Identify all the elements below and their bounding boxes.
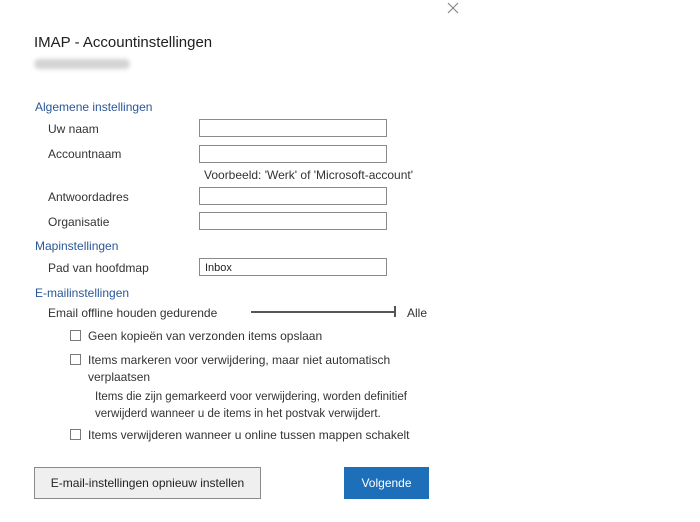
- mark-for-deletion-label-cont: verplaatsen: [88, 370, 151, 384]
- section-general: Algemene instellingen: [35, 100, 153, 114]
- account-email-blurred: [34, 59, 130, 69]
- organization-input[interactable]: [199, 212, 387, 230]
- close-icon[interactable]: [446, 1, 460, 15]
- mark-for-deletion-checkbox[interactable]: [70, 354, 81, 365]
- section-mail: E-mailinstellingen: [35, 286, 130, 300]
- no-sent-copies-label: Geen kopieën van verzonden items opslaan: [88, 329, 323, 343]
- account-name-input[interactable]: [199, 145, 387, 163]
- offline-slider-thumb[interactable]: [394, 306, 396, 317]
- purge-on-switch-label: Items verwijderen wanneer u online tussen mappen schakelt: [88, 428, 410, 442]
- organization-label: Organisatie: [48, 215, 110, 229]
- next-button[interactable]: Volgende: [344, 467, 429, 499]
- reply-address-label: Antwoordadres: [48, 190, 129, 204]
- reply-address-input[interactable]: [199, 187, 387, 205]
- dialog-title: IMAP - Accountinstellingen: [34, 34, 213, 51]
- offline-label: Email offline houden gedurende: [48, 306, 218, 320]
- name-label: Uw naam: [48, 122, 99, 136]
- root-folder-label: Pad van hoofdmap: [48, 261, 149, 275]
- reset-settings-button[interactable]: E-mail-instellingen opnieuw instellen: [34, 467, 261, 499]
- section-folders: Mapinstellingen: [35, 239, 119, 253]
- root-folder-input[interactable]: Inbox: [199, 258, 387, 276]
- name-input[interactable]: [199, 119, 387, 137]
- offline-slider-value: Alle: [407, 306, 428, 320]
- mark-for-deletion-label: Items markeren voor verwijdering, maar niet automatisch: [88, 353, 391, 367]
- account-name-hint: Voorbeeld: 'Werk' of 'Microsoft-account': [204, 168, 414, 182]
- deletion-description-line2: verwijderd wanneer u de items in het postvak verwijdert.: [95, 408, 381, 420]
- no-sent-copies-checkbox[interactable]: [70, 330, 81, 341]
- account-name-label: Accountnaam: [48, 147, 122, 161]
- purge-on-switch-checkbox[interactable]: [70, 429, 81, 440]
- deletion-description-line1: Items die zijn gemarkeerd voor verwijdering, worden definitief: [95, 391, 407, 403]
- offline-slider-track[interactable]: [251, 311, 394, 313]
